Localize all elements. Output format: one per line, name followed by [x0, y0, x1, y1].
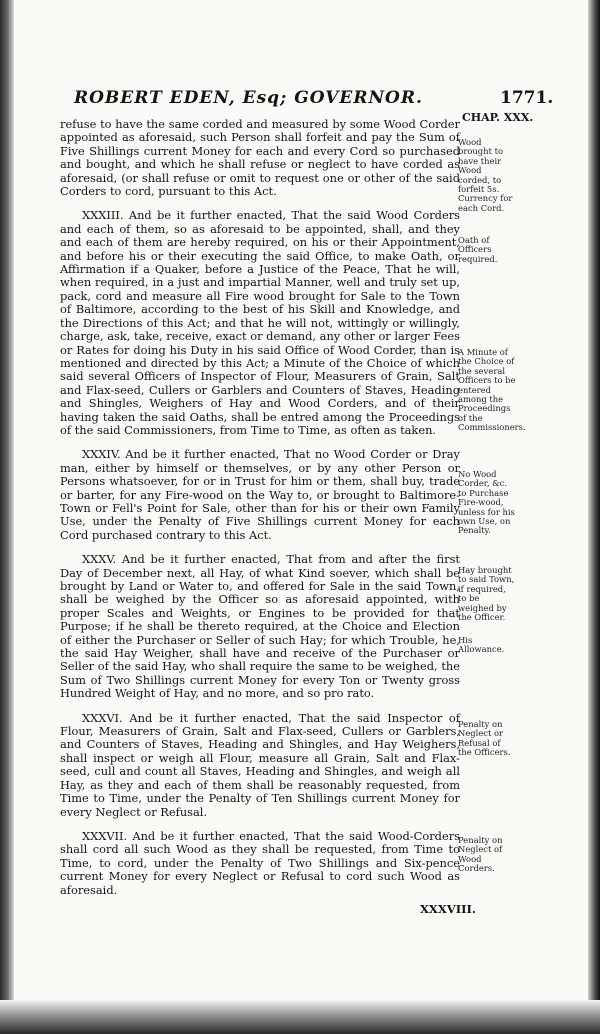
document-body	[60, 118, 460, 908]
section-xxxv: XXXV. And be it further enacted, That from and after the first Day of December next, all Hay, of what Kind soever, which shall be brought by Land or Water to, and offered for Sale in the said Town, shall be weighed by the Officer so as aforesaid appointed, with proper Scales and Weights, or Engines to be provided for that Purpose; if he shall be thereto required, at the Choice and Election of either the Purchaser or Seller of such Hay; for which Trouble, he, the said Hay Weigher, shall have and receive of the Purchaser or Seller of the said Hay, who shall require the same to be weighed, the Sum of Two Shillings current Money for every Ton or Twenty gross Hundred Weight of Hay, and no more, and so pro rato.	[60, 552, 460, 701]
page-left-edge	[0, 0, 14, 1034]
section-xxxvii: XXXVII. And be it further enacted, That the said Wood-Corders shall cord all such Wood as they shall be requested, from Time to Time, to cord, under the Penalty of Two Shillings and Six-pence current Money for every Neglect or Refusal to cord such Wood as aforesaid.	[60, 828, 460, 897]
margin-note-hay: Hay brought to said Town, if required, to be weighed by the Officer.	[458, 565, 515, 623]
margin-note-allowance: His Allowance.	[458, 635, 505, 655]
margin-note-corded: Wood brought to have their Wood corded, to forfeit 5s. Currency for each Cord.	[458, 137, 513, 213]
section-xxxiv: XXXIV. And be it further enacted, That no Wood Corder or Dray man, either by himself or themselves, or by any other Person or Persons whatsoever, for or in Trust for him or them, shall buy, trade or barter, for any Fire-wood on the Way to, or brought to Baltimore-Town or Fell's Point for Sale, other than for his or their own Family Use, under the Penalty of Five Shillings current Money for each Cord purchased contrary to this Act.	[60, 447, 460, 542]
margin-note-oath: Oath of Officers required.	[458, 235, 498, 264]
margin-note-penalty-officers: Penalty on Neglect or Refusal of the Officers.	[458, 719, 511, 758]
section-xxxiii: XXXIII. And be it further enacted, That the said Wood Corders and each of them, so as aforesaid to be appointed, shall, and they and each of them are hereby required, on his or their Appointment, and before his or their executing the said Office, to make Oath, or Affirmation if a Quaker, before a Justice of the Peace, That he will, when required, in a just and impartial Manner, well and truly set up, pack, cord and measure all Fire wood brought for Sale to the Town of Baltimore, according to the best of his Skill and Knowledge, and the Directions of this Act; and that he will not, wittingly or willingly, charge, ask, take, receive, exact or demand, any other or larger Fees or Rates for doing his Duty in his said Office of Wood Corder, than is mentioned and directed by this Act; a Minute of the Choice of which said several Officers of Inspector of Flour, Measurers of Grain, Salt and Flax-seed, Cullers or Garblers and Counters of Staves, Heading and Shingles, Weighers of Hay and Wood Corders, and of their having taken the said Oaths, shall be entred among the Proceedings of the said Commissioners, from Time to Time, as often as taken.	[60, 208, 460, 437]
paragraph-continuation: refuse to have the same corded and measured by some Wood Corder appointed as aforesaid, such Person shall forfeit and pay the Sum of Five Shillings current Money for each and every Cord so purchased and bought, and which he shall refuse or neglect to have corded as aforesaid, (or shall refuse or omit to request one or other of the said Corders to cord, pursuant to this Act.	[60, 117, 460, 199]
margin-note-penalty-corders: Penalty on Neglect of Wood Corders.	[458, 835, 503, 874]
page-number: 1771.	[500, 88, 554, 108]
page-right-edge	[588, 0, 600, 1034]
section-xxxvi: XXXVI. And be it further enacted, That the said Inspector of Flour, Measurers of Grain, Salt and Flax-seed, Cullers or Garblers, and Counters of Staves, Heading and Shingles, and Hay Weighers, shall inspect or weigh all Flour, measure all Grain, Salt and Flax-seed, cull and count all Staves, Heading and Shingles, and weigh all Hay, as they and each of them shall be reasonably requested, from Time to Time, under the Penalty of Ten Shillings current Money for every Neglect or Refusal.	[60, 710, 460, 819]
chapter-marker: CHAP. XXX.	[462, 111, 534, 124]
page-bottom-edge	[0, 1000, 600, 1034]
margin-note-no-corder: No Wood Corder, &c. to Purchase Fire-wood, unless for his own Use, on Penalty.	[458, 469, 515, 536]
running-title: ROBERT EDEN, Esq; GOVERNOR.	[74, 88, 423, 108]
margin-note-minute: A Minute of the Choice of the several Officers to be entered among the Proceedings of the Commissioners.	[458, 347, 526, 433]
catchword: XXXVIII.	[420, 902, 476, 916]
